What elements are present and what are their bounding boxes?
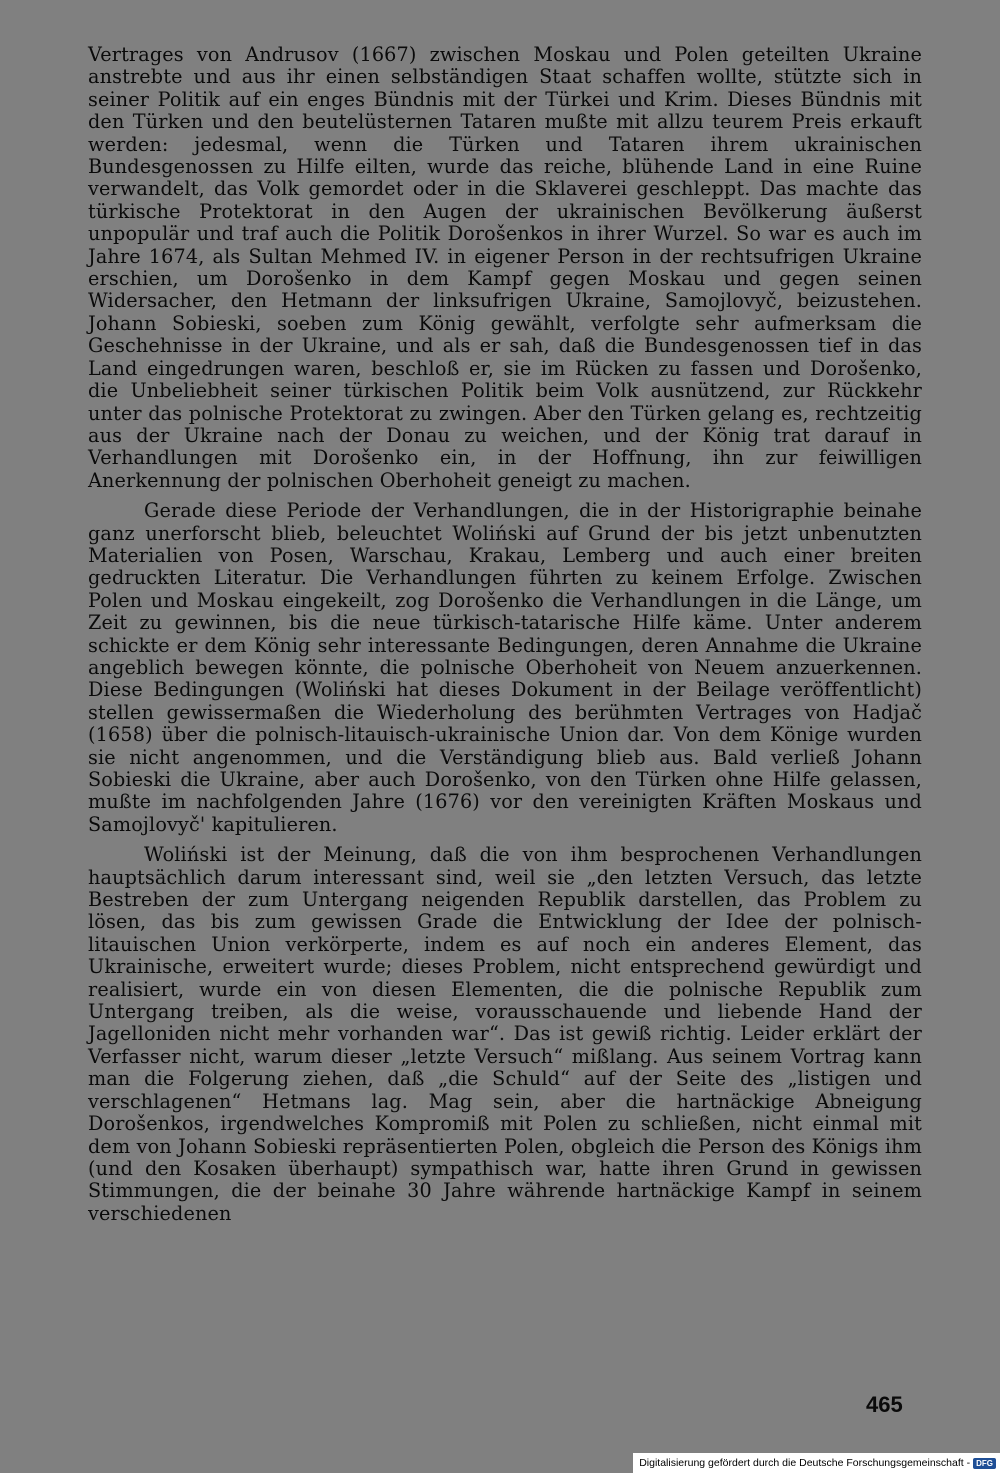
page-body [88, 44, 922, 1225]
paragraph-1: Vertrages von Andrusov (1667) zwischen Moskau und Polen geteilten Ukraine anstrebte und aus ihr einen selbständigen Staat schaffen wollte, stützte sich in seiner Politik auf ein enges Bündnis mit der Türkei und Krim. Dieses Bündnis mit den Türken und den beutelüsternen Tataren mußte mit allzu teurem Preis erkauft werden: jedesmal, wenn die Türken und Tataren ihrem ukrainischen Bundesgenossen zu Hilfe eilten, wurde das reiche, blühende Land in eine Ruine verwandelt, das Volk gemordet oder in die Sklaverei geschleppt. Das machte das türkische Protektorat in den Augen der ukrainischen Bevölkerung äußerst unpopulär und traf auch die Politik Dorošenkos in ihrer Wurzel. So war es auch im Jahre 1674, als Sultan Mehmed IV. in eigener Person in der rechtsufrigen Ukraine erschien, um Dorošenko in dem Kampf gegen Moskau und gegen seinen Widersacher, den Hetmann der linksufrigen Ukraine, Samojlovyč, beizustehen. Johann Sobieski, soeben zum König gewählt, verfolgte sehr aufmerksam die Geschehnisse in der Ukraine, und als er sah, daß die Bundesgenossen tief in das Land eingedrungen waren, beschloß er, sie im Rücken zu fassen und Dorošenko, die Unbeliebheit seiner türkischen Politik beim Volk ausnützend, zur Rückkehr unter das polnische Protektorat zu zwingen. Aber den Türken gelang es, rechtzeitig aus der Ukraine nach der Donau zu weichen, und der König trat darauf in Verhandlungen mit Dorošenko ein, in der Hoffnung, ihn zur feiwilligen Anerkennung der polnischen Oberhoheit geneigt zu machen. [88, 43, 922, 492]
page-number: 465 [866, 1392, 903, 1417]
paragraph-2: Gerade diese Periode der Verhandlungen, die in der Historigraphie beinahe ganz unerforscht blieb, beleuchtet Woliński auf Grund der bis jetzt unbenutzten Materialien von Posen, Warschau, Krakau, Lemberg und auch einer breiten gedruckten Literatur. Die Verhandlungen führten zu keinem Erfolge. Zwischen Polen und Moskau eingekeilt, zog Dorošenko die Verhandlungen in die Länge, um Zeit zu gewinnen, bis die neue türkisch-tatarische Hilfe käme. Unter anderem schickte er dem König sehr interessante Bedingungen, deren Annahme die Ukraine angeblich bewegen könnte, die polnische Oberhoheit von Neuem anzuerkennen. Diese Bedingungen (Woliński hat dieses Dokument in der Beilage veröffentlicht) stellen gewissermaßen die Wiederholung des berühmten Vertrages von Hadjač (1658) über die polnisch-litauisch-ukrainische Union dar. Von dem Könige wurden sie nicht angenommen, und die Verständigung blieb aus. Bald verließ Johann Sobieski die Ukraine, aber auch Dorošenko, von den Türken ohne Hilfe gelassen, mußte im nachfolgenden Jahre (1676) vor den vereinigten Kräften Moskaus und Samojlovyč' kapitulieren. [88, 499, 922, 836]
paragraph-3: Woliński ist der Meinung, daß die von ihm besprochenen Verhandlungen hauptsächlich darum interessant sind, weil sie „den letzten Versuch, das letzte Bestreben der zum Untergang neigenden Republik darstellen, das Problem zu lösen, das bis zum gewissen Grade die Entwicklung der Idee der polnisch-litauischen Union verkörperte, indem es auf noch ein anderes Element, das Ukrainische, erweitert wurde; dieses Problem, nicht entsprechend gewürdigt und realisiert, wurde ein von diesen Elementen, die die polnische Republik zum Untergang treiben, als die weise, vorausschauende und liebende Hand der Jagelloniden nicht mehr vorhanden war“. Das ist gewiß richtig. Leider erklärt der Verfasser nicht, warum dieser „letzte Versuch“ mißlang. Aus seinem Vortrag kann man die Folgerung ziehen, daß „die Schuld“ auf der Seite des „listigen und verschlagenen“ Hetmans lag. Mag sein, aber die hartnäckige Abneigung Dorošenkos, irgendwelches Kompromiß mit Polen zu schließen, nicht einmal mit dem von Johann Sobieski repräsentierten Polen, obgleich die Person des Königs ihm (und den Kosaken überhaupt) sympathisch war, hatte ihren Grund in gewissen Stimmungen, die der beinahe 30 Jahre währende hartnäckige Kampf in seinem verschiedenen [88, 843, 922, 1225]
footer-text: Digitalisierung gefördert durch die Deutsche Forschungsgemeinschaft - [639, 1457, 971, 1469]
digitization-footer [633, 1453, 1000, 1473]
dfg-logo-icon: DFG [973, 1458, 996, 1469]
